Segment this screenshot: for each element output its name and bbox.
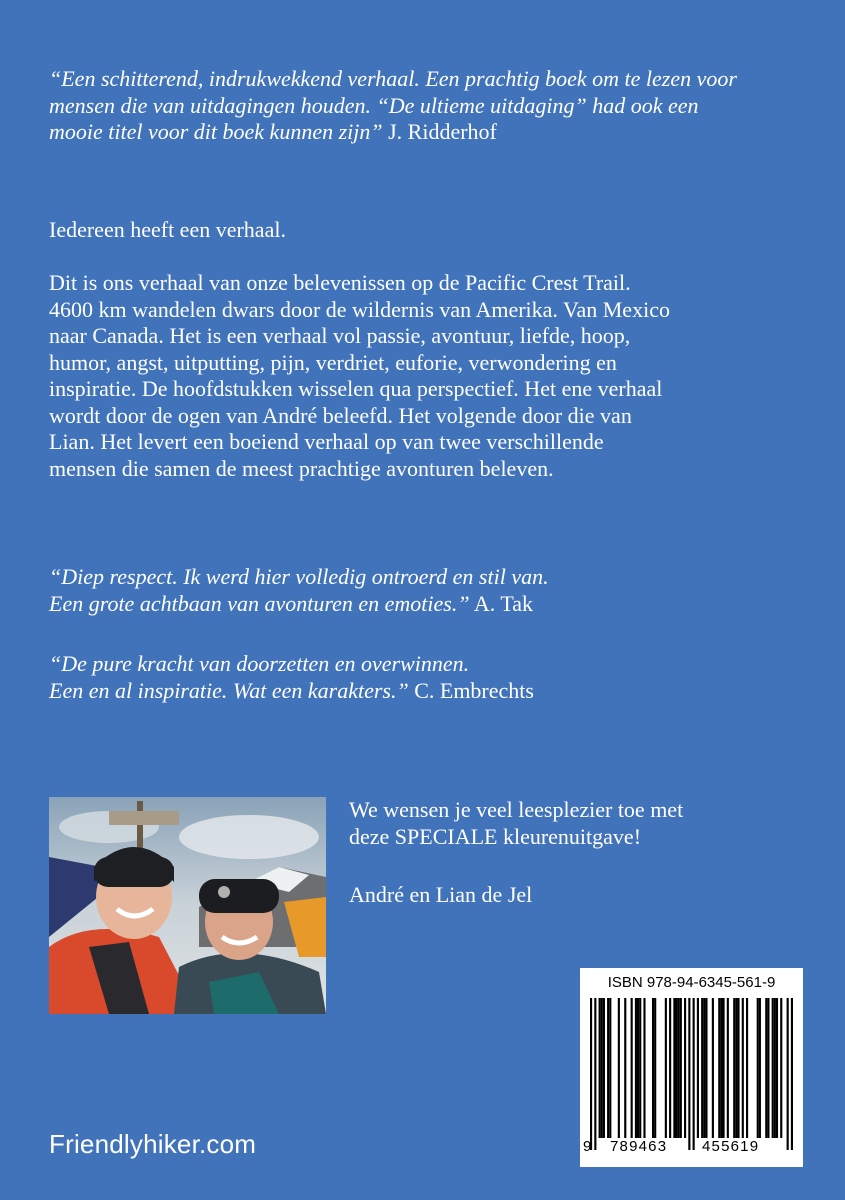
review-line: Een en al inspiratie. Wat een karakters.” <box>49 677 409 703</box>
barcode-bar <box>718 998 720 1138</box>
description-line: Dit is ons verhaal van onze belevenissen op de Pacific Crest Trail. <box>49 270 631 295</box>
barcode-bar <box>787 998 789 1150</box>
barcode-bar <box>733 998 735 1138</box>
description-line: humor, angst, uitputting, pijn, verdriet, euforie, verwondering en <box>49 349 617 375</box>
barcode-bar <box>590 998 592 1150</box>
barcode-digits-right: 455619 <box>702 1138 760 1155</box>
barcode-bar <box>618 998 620 1138</box>
barcode-bar <box>737 998 739 1138</box>
barcode-bar <box>693 998 695 1150</box>
barcode-bar <box>673 998 675 1138</box>
barcode-bar <box>594 998 596 1150</box>
review-line: “Diep respect. Ik werd hier volledig ontroerd en stil van. <box>49 564 549 589</box>
isbn-barcode <box>580 968 803 1167</box>
barcode-bar <box>720 998 722 1138</box>
barcode-bar <box>607 998 609 1138</box>
barcode-bar <box>654 998 656 1138</box>
review-line: mensen die van uitdagingen houden. “De ultieme uitdaging” had ook een <box>49 92 699 118</box>
review-embrechts <box>49 651 534 704</box>
barcode-bar <box>684 998 686 1138</box>
barcode-bar <box>776 998 778 1138</box>
review-line: mooie titel voor dit boek kunnen zijn” <box>49 119 383 144</box>
barcode-digits-left: 789463 <box>610 1138 668 1155</box>
barcode-bar <box>703 998 705 1138</box>
review-line: “De pure kracht van doorzetten en overwinnen. <box>49 651 470 676</box>
barcode-bar <box>712 998 714 1138</box>
barcode-bar <box>624 998 626 1138</box>
review-author: C. Embrechts <box>408 677 534 703</box>
review-author: J. Ridderhof <box>382 119 497 144</box>
barcode-bar <box>697 998 699 1138</box>
barcode-bar <box>665 998 667 1138</box>
intro-text <box>49 217 286 244</box>
barcode-bar <box>637 998 639 1138</box>
barcode-bar <box>639 998 641 1138</box>
description-line: naar Canada. Het is een verhaal vol passie, avontuur, liefde, hoop, <box>49 323 631 348</box>
barcode-bar <box>705 998 707 1138</box>
barcode-bar <box>780 998 782 1138</box>
closing-line: We wensen je veel leesplezier toe met <box>349 797 684 822</box>
barcode-bar <box>680 998 682 1138</box>
barcode-digit-first: 9 <box>583 1138 593 1155</box>
barcode-bar <box>652 998 654 1138</box>
intro-line: Iedereen heeft een verhaal. <box>49 217 286 242</box>
review-line: “Een schitterend, indrukwekkend verhaal. Een prachtig boek om te lezen voor <box>49 66 737 91</box>
website-url: Friendlyhiker.com <box>49 1129 257 1159</box>
description-line: wordt door de ogen van André beleefd. Het volgende door die van <box>49 402 632 428</box>
description-line: inspiratie. De hoofdstukken wisselen qua perspectief. Het ene verhaal <box>49 376 663 401</box>
barcode-bar <box>759 998 761 1138</box>
barcode-bar <box>722 998 724 1138</box>
barcode-bar <box>765 998 767 1138</box>
barcode-bar <box>631 998 633 1138</box>
barcode-bar <box>774 998 776 1138</box>
barcode-bar <box>701 998 703 1138</box>
barcode-bar <box>599 998 601 1138</box>
barcode-bar <box>609 998 611 1138</box>
barcode-bar <box>742 998 744 1138</box>
review-line: Een grote achtbaan van avonturen en emoties.” <box>49 590 470 616</box>
review-tak <box>49 564 549 617</box>
barcode-bar <box>678 998 680 1138</box>
closing-line: deze SPECIALE kleurenuitgave! <box>349 823 642 849</box>
description-line: mensen die samen de meest prachtige avonturen beleven. <box>49 455 554 481</box>
barcode-bar <box>757 998 759 1138</box>
barcode-bar <box>643 998 645 1138</box>
barcode-bar <box>675 998 677 1138</box>
barcode-bar <box>635 998 637 1138</box>
review-ridderhof <box>49 66 737 146</box>
barcode-bar <box>727 998 729 1138</box>
author-signature: André en Lian de Jel <box>349 882 533 907</box>
description-line: 4600 km wandelen dwars door de wildernis van Amerika. Van Mexico <box>49 296 670 322</box>
barcode-bar <box>767 998 769 1138</box>
barcode-bar <box>669 998 671 1138</box>
barcode-bars <box>590 998 793 1150</box>
isbn-label: ISBN 978-94-6345-561-9 <box>607 974 776 991</box>
barcode-bar <box>746 998 748 1138</box>
review-author: A. Tak <box>469 590 534 616</box>
closing-message <box>349 797 683 850</box>
barcode-bar <box>688 998 690 1150</box>
barcode-bar <box>735 998 737 1138</box>
description-line: Lian. Het levert een boeiend verhaal op van twee verschillende <box>49 429 604 454</box>
barcode-bar <box>603 998 605 1138</box>
barcode-bar <box>791 998 793 1150</box>
barcode-bar <box>601 998 603 1138</box>
hikers-photo <box>49 797 326 1014</box>
description-text <box>49 270 670 482</box>
barcode-bar <box>772 998 774 1138</box>
